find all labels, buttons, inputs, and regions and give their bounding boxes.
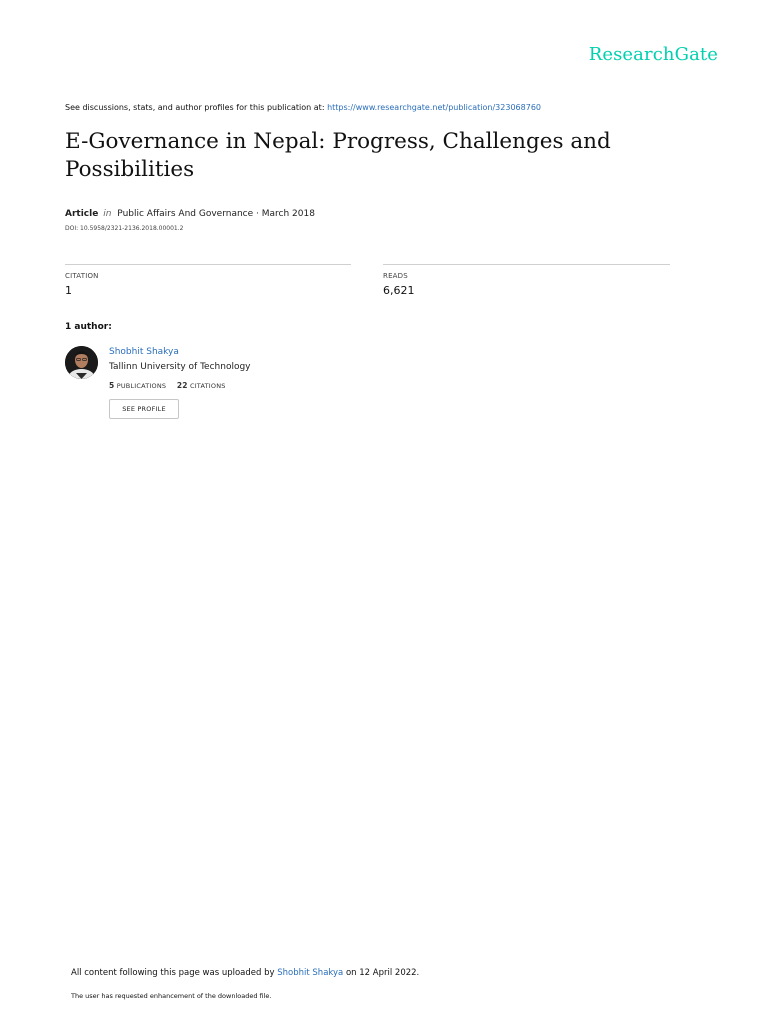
doi: DOI: 10.5958/2321-2136.2018.00001.2 — [65, 225, 184, 232]
uploaded-note — [71, 968, 419, 978]
citation-value: 1 — [65, 284, 72, 297]
citation-stat — [65, 264, 351, 297]
reads-value: 6,621 — [383, 284, 415, 297]
uploaded-suffix: on 12 April 2022. — [345, 968, 420, 978]
publications-count: 5 — [109, 381, 115, 390]
citation-label: CITATION — [65, 272, 99, 280]
author-institution: Tallinn University of Technology — [109, 362, 251, 372]
article-meta — [65, 209, 315, 219]
researchgate-logo[interactable]: ResearchGate — [588, 44, 718, 65]
uploader-link[interactable]: Shobhit Shakya — [277, 968, 344, 978]
avatar-image — [65, 346, 98, 379]
article-type: Article — [65, 209, 99, 219]
citations-label: CITATIONS — [189, 382, 226, 390]
reads-label: READS — [383, 272, 408, 280]
see-profile-button[interactable]: SEE PROFILE — [109, 399, 179, 419]
uploaded-prefix: All content following this page was uploaded by — [71, 968, 275, 978]
discussions-text: See discussions, stats, and author profiles for this publication at: — [65, 103, 325, 112]
author-avatar[interactable] — [65, 346, 98, 379]
author-stats — [109, 381, 226, 390]
authors-count-label: 1 author: — [65, 322, 112, 332]
discussions-line — [65, 103, 541, 112]
enhancement-note: The user has requested enhancement of the downloaded file. — [71, 992, 272, 1000]
in-label: in — [103, 209, 112, 219]
reads-stat — [383, 264, 670, 297]
publications-label: PUBLICATIONS — [116, 382, 167, 390]
authors-count — [65, 322, 112, 332]
article-title: E-Governance in Nepal: Progress, Challenges and Possibilities — [65, 129, 611, 182]
journal-date: Public Affairs And Governance · March 2018 — [117, 209, 315, 219]
author-name-link[interactable]: Shobhit Shakya — [109, 347, 179, 357]
citations-count: 22 — [176, 381, 188, 390]
publication-link[interactable]: https://www.researchgate.net/publication/323068760 — [327, 103, 541, 112]
